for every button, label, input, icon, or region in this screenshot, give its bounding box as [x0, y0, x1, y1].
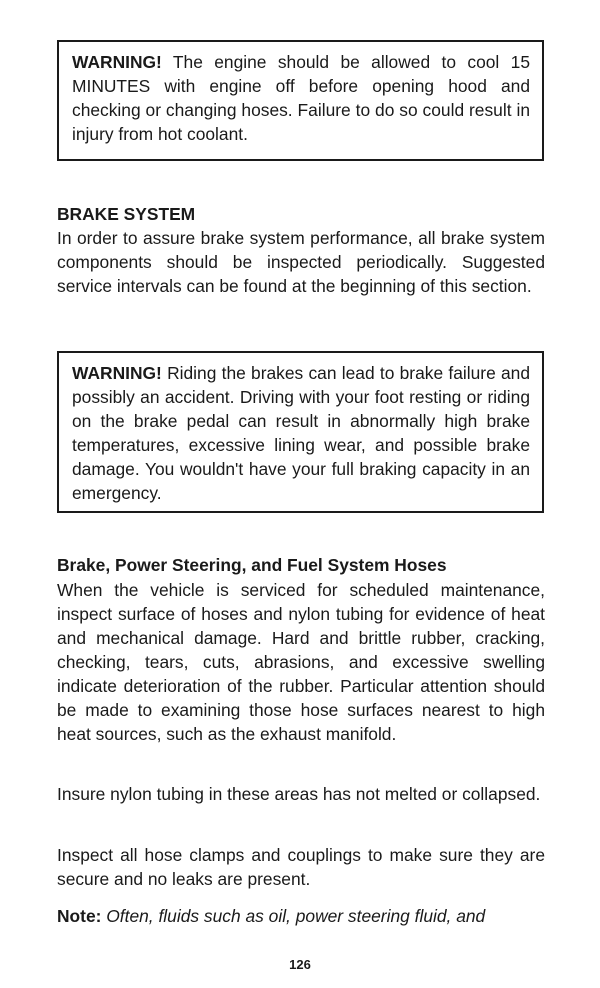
section-heading-brake-system: BRAKE SYSTEM: [57, 204, 196, 224]
note-paragraph: [57, 904, 545, 928]
page-number: 126: [289, 957, 311, 972]
warning-box-coolant: [57, 40, 544, 161]
hoses-paragraph: When the vehicle is serviced for scheduled maintenance, inspect surface of hoses and nylon tubing for evidence of heat and mechanical damage. Hard and brittle rubber, cracking, checking, tears, cuts, abrasions, and excessive swelling indicate deterioration of the rubber. Particular attention should be made to examining those hose surfaces nearest to high heat sources, such as the exhaust manifold.: [57, 580, 545, 744]
hose-clamps-paragraph: Inspect all hose clamps and couplings to make sure they are secure and no leaks are present.: [57, 845, 545, 889]
note-label: Note:: [57, 906, 102, 926]
warning-box-brakes: [57, 351, 544, 513]
warning-label: WARNING!: [72, 52, 162, 72]
warning-coolant-text: [72, 50, 530, 146]
note-text: Often, fluids such as oil, power steering fluid, and: [101, 906, 486, 926]
nylon-tubing-paragraph: Insure nylon tubing in these areas has not melted or collapsed.: [57, 784, 541, 804]
section-heading-hoses: Brake, Power Steering, and Fuel System Hoses: [57, 555, 447, 575]
warning-body: The engine should be allowed to cool 15 MINUTES with engine off before opening hood and checking or changing hoses. Failure to do so could result in injury from hot coolant.: [72, 52, 530, 144]
warning-body: Riding the brakes can lead to brake failure and possibly an accident. Driving with your foot resting or riding on the brake pedal can result in abnormally high brake temperatures, excessive lining wear, and possible brake damage. You wouldn't have your full braking capacity in an emergency.: [72, 363, 530, 503]
brake-system-paragraph: In order to assure brake system performance, all brake system components should be inspected periodically. Suggested service intervals can be found at the beginning of this section.: [57, 228, 545, 296]
warning-brakes-text: [72, 361, 530, 505]
warning-label: WARNING!: [72, 363, 162, 383]
